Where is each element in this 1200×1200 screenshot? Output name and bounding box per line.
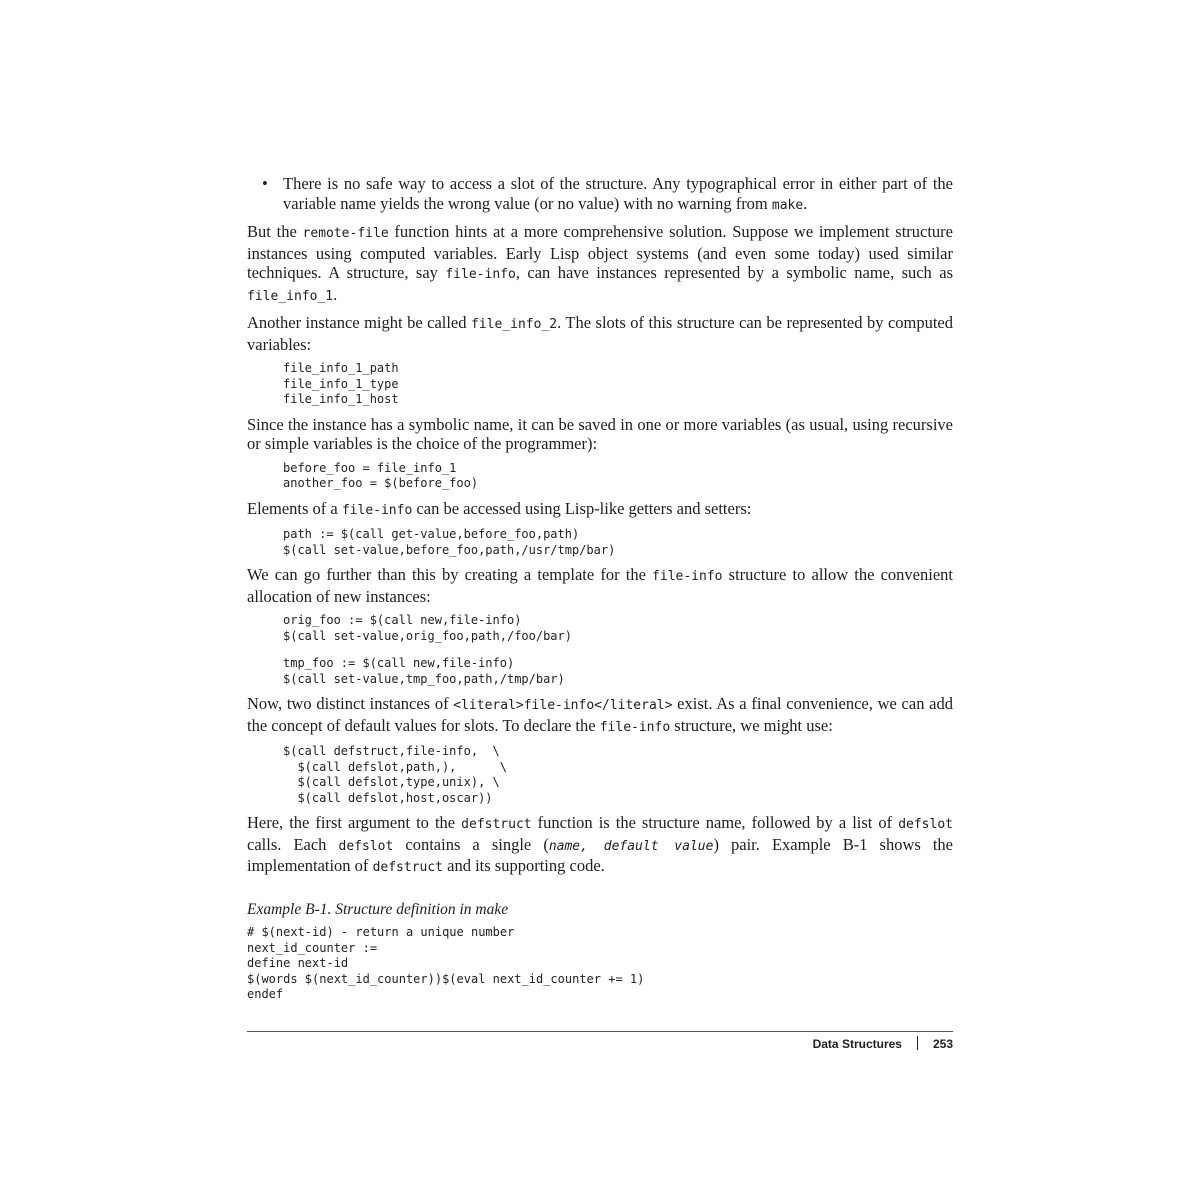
inline-code: file-info: [599, 719, 671, 735]
code-block-example: # $(next-id) - return a unique number next_id_counter := define next-id $(words $(next_id_counter))$(eval next_id_counter += 1) endef: [247, 925, 645, 1001]
bullet-text: There is no safe way to access a slot of the structure. Any typographical error in either part of the variable name yields the wrong value (or no value) with no warning from: [283, 174, 953, 213]
text: function is the structure name, followed by a list of: [531, 813, 899, 832]
paragraph-another-instance: [247, 313, 953, 354]
text: Another instance might be called: [247, 313, 471, 332]
inline-code: file-info: [445, 267, 516, 282]
inline-code: defslot: [338, 838, 394, 854]
text: function hints at a more comprehensive solution. Suppose we implement structure instances using computed variables. Early Lisp object systems (and even some today) used similar techniques. A structure, say: [247, 222, 953, 282]
bullet-text-end: .: [803, 193, 808, 213]
footer-divider: [917, 1036, 918, 1050]
code-block-slots: file_info_1_path file_info_1_type file_info_1_host: [283, 361, 399, 406]
paragraph-template: [247, 565, 953, 606]
inline-code: make: [771, 197, 804, 213]
footer-page-number: 253: [932, 1037, 953, 1051]
paragraph-default-values: [247, 694, 953, 737]
code-block-variables: before_foo = file_info_1 another_foo = $(before_foo): [283, 460, 479, 490]
page-content: [247, 174, 953, 1010]
code-block-accessors: path := $(call get-value,before_foo,path) $(call set-value,before_foo,path,/usr/tmp/bar): [283, 527, 616, 557]
text: calls. Each: [247, 834, 339, 854]
text: . The slots of this structure can be represented by computed variables:: [247, 313, 954, 354]
inline-code: file_info_1: [247, 288, 334, 304]
inline-code: <literal>file-info</literal>: [453, 698, 673, 713]
footer-section-title: Data Structures: [812, 1037, 902, 1051]
paragraph-remote-file: [247, 222, 953, 306]
text: can be accessed using Lisp-like getters and setters:: [412, 498, 752, 518]
inline-code-italic: name, default value: [548, 838, 714, 854]
paragraph-defstruct-explained: [247, 813, 953, 878]
text: Since the instance has a symbolic name, it can be saved in one or more variables (as usual, using recursive or simple variables is the choice of the programmer):: [247, 414, 953, 453]
text: structure, we might use:: [670, 715, 833, 735]
inline-code: file-info: [652, 569, 723, 584]
inline-code: defslot: [898, 817, 953, 832]
code-block-defstruct: $(call defstruct,file-info, \ $(call defslot,path,), \ $(call defslot,type,unix), \ $(call defslot,host,oscar)): [283, 744, 507, 805]
paragraph-getters-setters: [247, 499, 953, 521]
text: ) pair. Example B-1 shows the implementation of: [247, 834, 954, 875]
code-block-new-tmp: tmp_foo := $(call new,file-info) $(call set-value,tmp_foo,path,/tmp/bar): [283, 656, 565, 686]
text: structure to allow the convenient allocation of new instances:: [247, 565, 953, 606]
inline-code: file_info_2: [471, 317, 558, 332]
text: contains a single (: [393, 834, 549, 854]
inline-code: defstruct: [461, 817, 532, 832]
text: Now, two distinct instances of: [247, 694, 454, 713]
text: But the: [247, 222, 303, 241]
text: .: [333, 284, 338, 304]
bullet-marker: •: [262, 174, 268, 193]
inline-code: file-info: [341, 502, 413, 518]
text: and its supporting code.: [443, 856, 605, 875]
text: , can have instances represented by a symbolic name, such as: [515, 263, 953, 282]
inline-code: defstruct: [372, 860, 444, 875]
text: Here, the first argument to the: [247, 813, 462, 832]
text: exist. As a final convenience, we can add the concept of default values for slots. To declare the: [247, 694, 953, 735]
code-block-new-orig: orig_foo := $(call new,file-info) $(call set-value,orig_foo,path,/foo/bar): [283, 613, 572, 643]
bullet-item: [247, 174, 953, 215]
inline-code: remote-file: [302, 226, 389, 241]
text: We can go further than this by creating a template for the: [247, 565, 653, 584]
example-caption: Example B-1. Structure definition in make: [247, 900, 509, 918]
text: Elements of a: [247, 498, 342, 518]
paragraph-symbolic-name: [247, 415, 953, 454]
page-footer: [247, 1031, 953, 1051]
